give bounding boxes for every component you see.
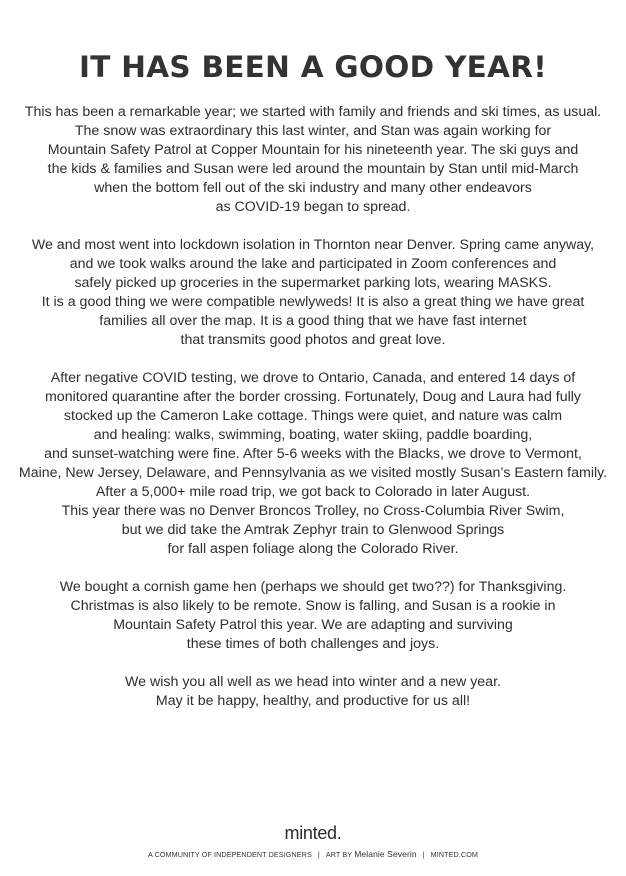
text-line: This has been a remarkable year; we started with family and friends and ski times, as usual. <box>24 104 602 120</box>
text-line: the kids & families and Susan were led around the mountain by Stan until mid-March <box>47 161 579 177</box>
paragraph-5 <box>0 673 626 711</box>
separator: | <box>317 850 320 859</box>
text-line: when the bottom fell out of the ski industry and many other endeavors <box>94 180 532 196</box>
text-line: After a 5,000+ mile road trip, we got back to Colorado in later August. <box>95 484 531 500</box>
text-line: these times of both challenges and joys. <box>186 636 440 652</box>
text-line: monitored quarantine after the border crossing. Fortunately, Doug and Laura had fully <box>44 389 582 405</box>
text-line: Mountain Safety Patrol at Copper Mountain for his nineteenth year. The ski guys and <box>47 142 579 158</box>
paragraph-3 <box>0 369 626 559</box>
paragraph-1 <box>0 103 626 217</box>
text-line: Mountain Safety Patrol this year. We are adapting and surviving <box>113 617 513 633</box>
text-line: This year there was no Denver Broncos Trolley, no Cross-Columbia River Swim, <box>61 503 565 519</box>
text-line: The snow was extraordinary this last winter, and Stan was again working for <box>74 123 552 139</box>
text-line: Maine, New Jersey, Delaware, and Pennsylvania as we visited mostly Susan’s Eastern family. <box>18 465 608 481</box>
page-title: IT HAS BEEN A GOOD YEAR! <box>78 50 548 84</box>
footer-credit <box>0 849 626 859</box>
artist-name: Melanie Severin <box>354 849 417 859</box>
text-line: and healing: walks, swimming, boating, water skiing, paddle boarding, <box>93 427 533 443</box>
text-line: and we took walks around the lake and participated in Zoom conferences and <box>69 256 557 272</box>
text-line: as COVID-19 began to spread. <box>215 199 411 215</box>
text-line: safely picked up groceries in the supermarket parking lots, wearing MASKS. <box>74 275 552 291</box>
text-line: We wish you all well as we head into winter and a new year. <box>125 674 501 690</box>
text-line: for fall aspen foliage along the Colorado River. <box>167 541 459 557</box>
text-line: stocked up the Cameron Lake cottage. Things were quiet, and nature was calm <box>63 408 563 424</box>
community-text: A COMMUNITY OF INDEPENDENT DESIGNERS <box>147 850 312 859</box>
text-line: It is a good thing we were compatible newlyweds! It is also a great thing we have great <box>41 294 585 310</box>
text-line: families all over the map. It is a good thing that we have fast internet <box>99 313 527 329</box>
art-by-label: ART BY <box>325 850 353 859</box>
separator: | <box>422 850 425 859</box>
text-line: Christmas is also likely to be remote. Snow is falling, and Susan is a rookie in <box>70 598 556 614</box>
paragraph-4 <box>0 578 626 654</box>
text-line: May it be happy, healthy, and productive for us all! <box>155 693 471 709</box>
letter-body <box>0 103 626 730</box>
text-line: and sunset-watching were fine. After 5-6 weeks with the Blacks, we drove to Vermont, <box>44 446 582 462</box>
text-line: but we did take the Amtrak Zephyr train to Glenwood Springs <box>121 522 505 538</box>
text-line: We and most went into lockdown isolation in Thornton near Denver. Spring came anyway, <box>31 237 595 253</box>
text-line: After negative COVID testing, we drove to Ontario, Canada, and entered 14 days of <box>50 370 576 386</box>
text-line: We bought a cornish game hen (perhaps we should get two??) for Thanksgiving. <box>59 579 567 595</box>
text-line: that transmits good photos and great love. <box>180 332 446 348</box>
site-link[interactable]: MINTED.COM <box>430 850 478 859</box>
minted-logo: minted. <box>284 823 342 843</box>
paragraph-2 <box>0 236 626 350</box>
